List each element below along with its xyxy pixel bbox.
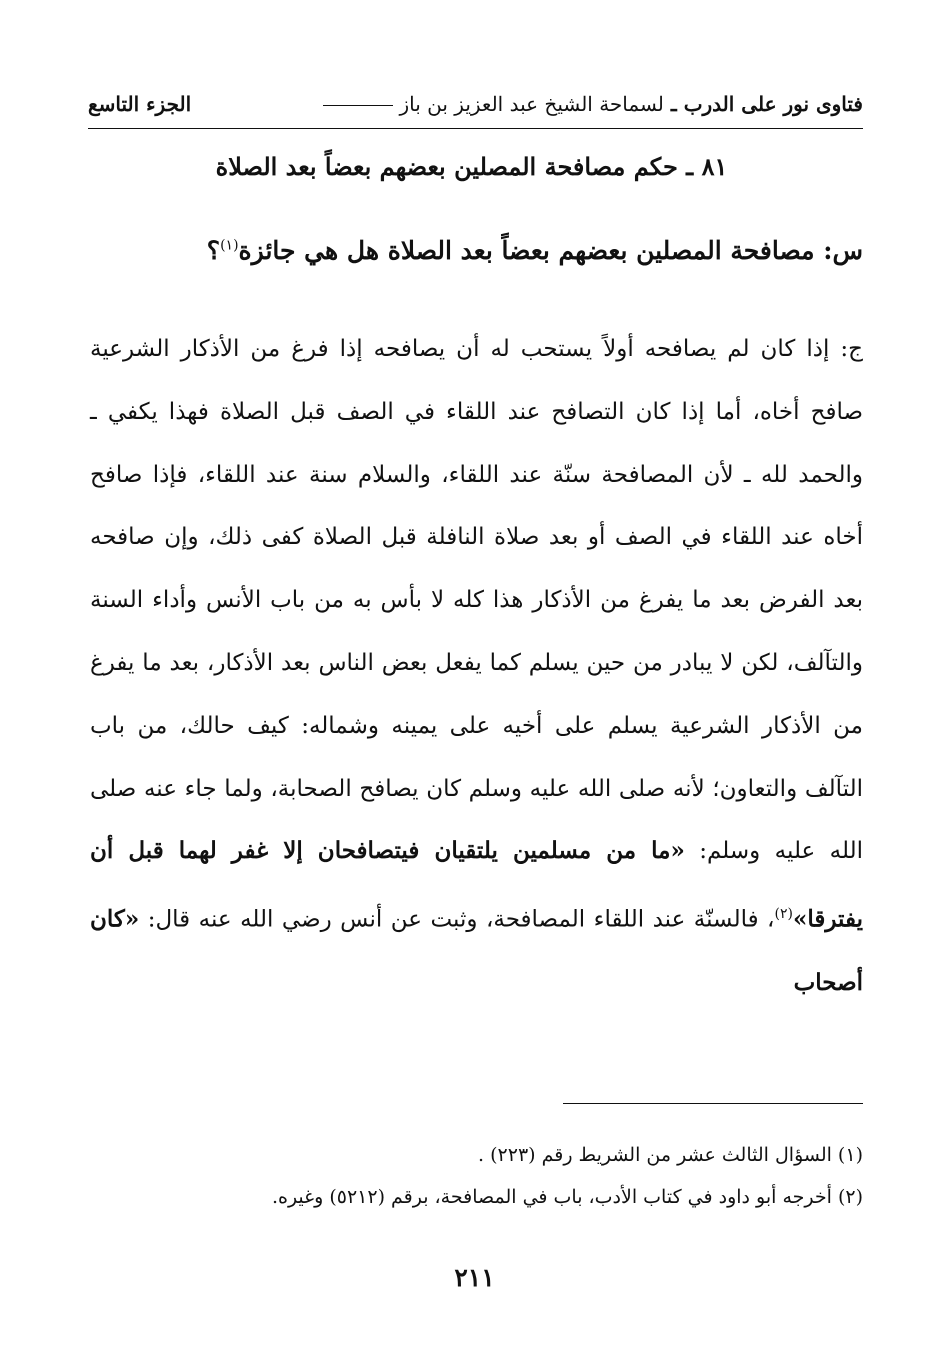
article-title: ٨١ ـ حكم مصافحة المصلين بعضهم بعضاً بعد الصلاة	[215, 152, 728, 181]
header-volume: الجزء التاسع	[88, 92, 192, 116]
article-title-text: حكم مصافحة المصلين بعضهم بعضاً بعد الصلاة	[215, 152, 678, 181]
footnote-ref-1: (١)	[220, 237, 239, 254]
footnote-2: (٢) أخرجه أبو داود في كتاب الأدب، باب في المصافحة، برقم (٥٢١٢) وغيره.	[271, 1186, 863, 1208]
page-number: ٢١١	[454, 1263, 495, 1292]
header-author: لسماحة الشيخ عبد العزيز بن باز	[399, 92, 664, 116]
running-header	[88, 92, 863, 126]
footnote-ref-2: (٢)	[774, 906, 793, 923]
article-number: ٨١	[701, 152, 728, 181]
footnote-rule	[563, 1103, 863, 1104]
hadith-quote-1: «ما من مسلمين يلتقيان فيتصافحان إلا غفر لهما قبل أن يفترقا»	[90, 837, 863, 933]
answer-text-2: ، فالسنّة عند اللقاء المصافحة، وثبت عن أنس رضي الله عنه قال:	[139, 906, 775, 933]
answer-text-1: ج: إذا كان لم يصافحه أولاً يستحب له أن يصافحه إذا فرغ من الأذكار الشرعية صافح أخاه، أما إذا كان التصافح عند اللقاء في الصف قبل الصلاة فهذا يكفي ـ والحمد لله ـ لأن المصافحة سنّة عند اللقاء، والسلام سنة عند اللقاء، فإذا صافح أخاه عند اللقاء في الصف أو بعد صلاة النافلة قبل الصلاة كفى ذلك، وإن صافحه بعد الفرض بعد ما يفرغ من الأذكار هذا كله لا بأس به من باب الأنس وأداء السنة والتآلف، لكن لا يبادر من حين يسلم كما يفعل بعض الناس بعد الأذكار، بعد ما يفرغ من الأذكار الشرعية يسلم على أخيه على يمينه وشماله: كيف حالك، من باب التآلف والتعاون؛ لأنه صلى الله عليه وسلم كان يصافح الصحابة، ولما جاء عنه صلى الله عليه وسلم:	[90, 336, 864, 865]
question-mark: ؟	[206, 236, 221, 265]
question	[80, 236, 863, 265]
answer-body	[90, 318, 863, 1014]
question-text: س: مصافحة المصلين بعضهم بعضاً بعد الصلاة هل هي جائزة	[238, 236, 863, 265]
header-book-info: فتاوى نور على الدرب ـ لسماحة الشيخ عبد العزيز بن باز	[317, 92, 863, 116]
footnotes	[88, 1134, 863, 1218]
header-dash	[323, 105, 393, 106]
answer-paragraph	[90, 318, 863, 1014]
header-rule	[88, 128, 863, 129]
header-book-title: فتاوى نور على الدرب	[683, 92, 863, 116]
footnote-1: (١) السؤال الثالث عشر من الشريط رقم (٢٢٣) .	[478, 1144, 863, 1166]
hadith-quote-2: «كان أصحاب	[90, 905, 863, 996]
